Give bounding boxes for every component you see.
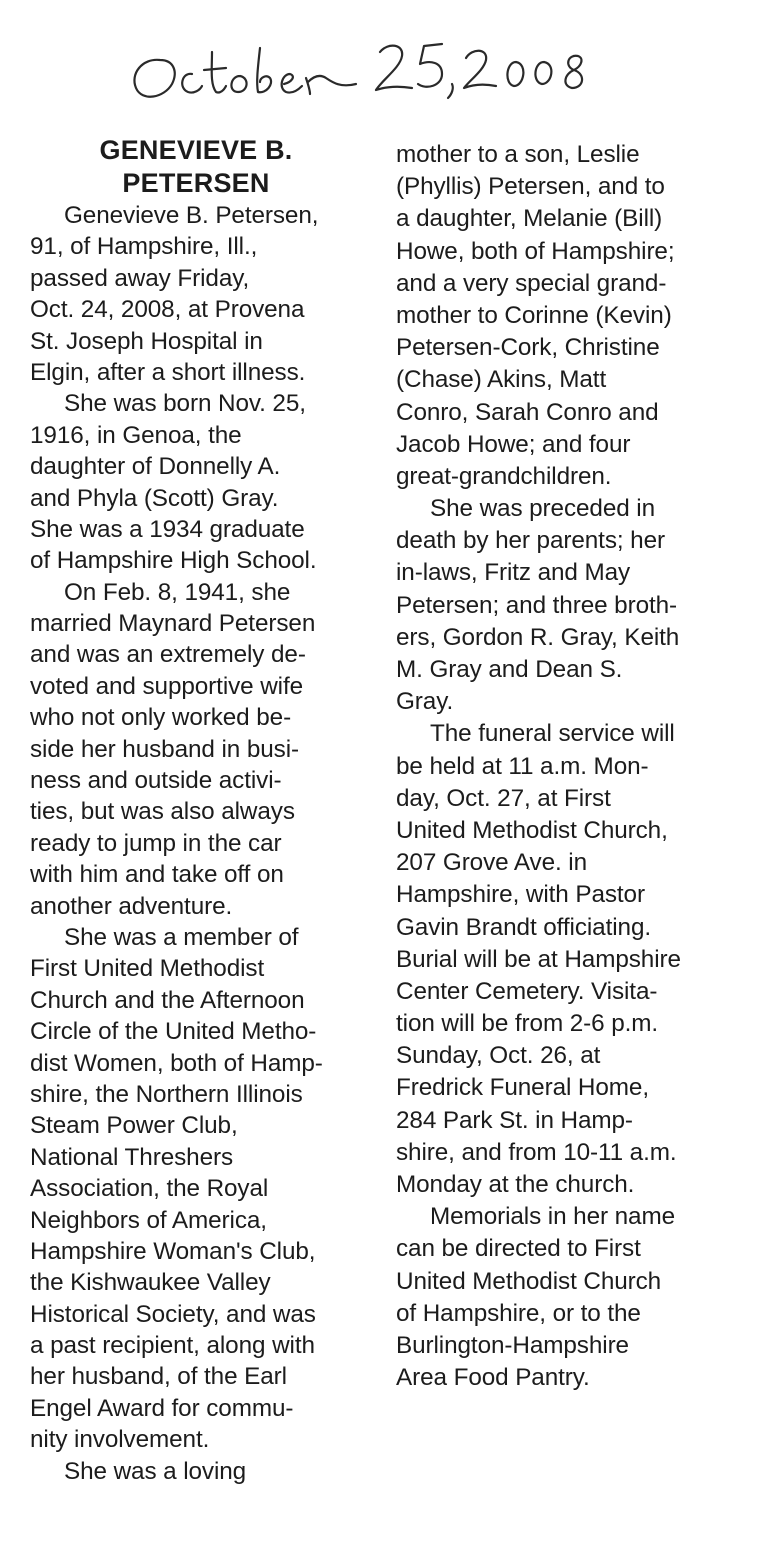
text-line: Gray. (396, 688, 454, 716)
text-line: ready to jump in the car (30, 829, 282, 857)
text-line: Memorials in her name (430, 1203, 676, 1231)
text-line: She was a 1934 graduate (30, 515, 305, 543)
text-line: Fredrick Funeral Home, (396, 1074, 649, 1102)
text-line: 207 Grove Ave. in (396, 849, 588, 877)
text-line: Hampshire Woman's Club, (30, 1237, 316, 1265)
text-line: Howe, both of Hampshire; (396, 237, 675, 265)
obituary-headline (30, 134, 362, 200)
text-line: Oct. 24, 2008, at Provena (30, 296, 305, 324)
text-line: with him and take off on (30, 861, 284, 889)
text-line: Gavin Brandt officiating. (396, 913, 652, 941)
text-line: The funeral service will (430, 720, 675, 748)
text-line: She was preceded in (430, 495, 656, 523)
text-line: mother to Corinne (Kevin) (396, 301, 672, 329)
text-line: On Feb. 8, 1941, she (64, 578, 291, 606)
text-line: ers, Gordon R. Gray, Keith (396, 623, 680, 651)
text-line: Jacob Howe; and four (396, 430, 631, 458)
text-line: National Threshers (30, 1143, 234, 1171)
text-line: She was born Nov. 25, (64, 390, 306, 418)
text-line: voted and supportive wife (30, 672, 304, 700)
handwritten-date-scribble (120, 22, 620, 112)
left-column-text (30, 200, 375, 1487)
text-line: Conro, Sarah Conro and (396, 398, 659, 426)
text-line: Association, the Royal (30, 1175, 269, 1203)
text-line: Monday at the church. (396, 1171, 635, 1198)
text-line: Sunday, Oct. 26, at (396, 1042, 601, 1070)
text-line: She was a member of (64, 923, 299, 951)
text-line: death by her parents; her (396, 527, 665, 555)
text-line: of Hampshire, or to the (396, 1299, 641, 1327)
headline-line-1: GENEVIEVE B. (99, 135, 293, 165)
text-line: in-laws, Fritz and May (396, 559, 631, 587)
text-line: Petersen-Cork, Christine (396, 334, 660, 362)
text-line: and Phyla (Scott) Gray. (30, 484, 279, 512)
text-line: be held at 11 a.m. Mon- (396, 752, 649, 780)
text-line: St. Joseph Hospital in (30, 327, 263, 355)
text-line: shire, the Northern Illinois (30, 1080, 303, 1108)
text-line: Elgin, after a short illness. (30, 358, 306, 386)
right-column-text (396, 139, 761, 1394)
text-line: M. Gray and Dean S. (396, 656, 623, 683)
text-line: First United Methodist (30, 955, 265, 983)
text-line: tion will be from 2-6 p.m. (396, 1010, 659, 1038)
text-line: Historical Society, and was (30, 1300, 316, 1328)
text-line: 284 Park St. in Hamp- (396, 1106, 633, 1134)
text-line: ties, but was also always (30, 798, 295, 826)
left-column (30, 134, 375, 1487)
text-line: mother to a son, Leslie (396, 141, 640, 168)
headline-line-2: PETERSEN (122, 168, 270, 198)
text-line: Petersen; and three broth- (396, 591, 678, 619)
text-line: Area Food Pantry. (396, 1364, 590, 1392)
text-line: Hampshire, with Pastor (396, 881, 645, 909)
right-column (396, 139, 761, 1394)
text-line: 1916, in Genoa, the (30, 421, 242, 449)
text-line: Circle of the United Metho- (30, 1018, 317, 1046)
text-line: married Maynard Petersen (30, 610, 316, 638)
text-line: ness and outside activi- (30, 767, 282, 795)
text-line: passed away Friday, (30, 264, 250, 292)
text-line: Engel Award for commu- (30, 1394, 294, 1422)
text-line: (Chase) Akins, Matt (396, 366, 607, 394)
text-line: a daughter, Melanie (Bill) (396, 205, 663, 233)
text-line: Steam Power Club, (30, 1112, 238, 1140)
text-line: (Phyllis) Petersen, and to (396, 173, 665, 201)
text-line: her husband, of the Earl (30, 1363, 287, 1391)
text-line: a past recipient, along with (30, 1332, 315, 1360)
text-line: day, Oct. 27, at First (396, 784, 611, 812)
text-line: United Methodist Church, (396, 816, 668, 844)
text-line: Burial will be at Hampshire (396, 945, 681, 973)
text-line: who not only worked be- (30, 704, 292, 732)
text-line: side her husband in busi- (30, 735, 299, 763)
text-line: Burlington-Hampshire (396, 1331, 629, 1359)
text-line: another adventure. (30, 892, 233, 920)
text-line: daughter of Donnelly A. (30, 453, 281, 481)
text-line: Center Cemetery. Visita- (396, 977, 658, 1005)
text-line: United Methodist Church (396, 1267, 662, 1295)
text-line: dist Women, both of Hamp- (30, 1049, 323, 1077)
text-line: and was an extremely de- (30, 641, 306, 669)
text-line: can be directed to First (396, 1235, 641, 1263)
text-line: She was a loving (64, 1457, 247, 1485)
text-line: and a very special grand- (396, 269, 667, 297)
text-line: 91, of Hampshire, Ill., (30, 233, 258, 261)
text-line: great-grandchildren. (396, 462, 612, 490)
text-line: Neighbors of America, (30, 1206, 267, 1234)
text-line: the Kishwaukee Valley (30, 1269, 271, 1297)
text-line: shire, and from 10-11 a.m. (396, 1138, 677, 1166)
text-line: Church and the Afternoon (30, 986, 305, 1014)
text-line: of Hampshire High School. (30, 547, 317, 575)
text-line: nity involvement. (30, 1426, 210, 1454)
handwritten-date (120, 22, 620, 112)
text-line: Genevieve B. Petersen, (64, 202, 319, 229)
